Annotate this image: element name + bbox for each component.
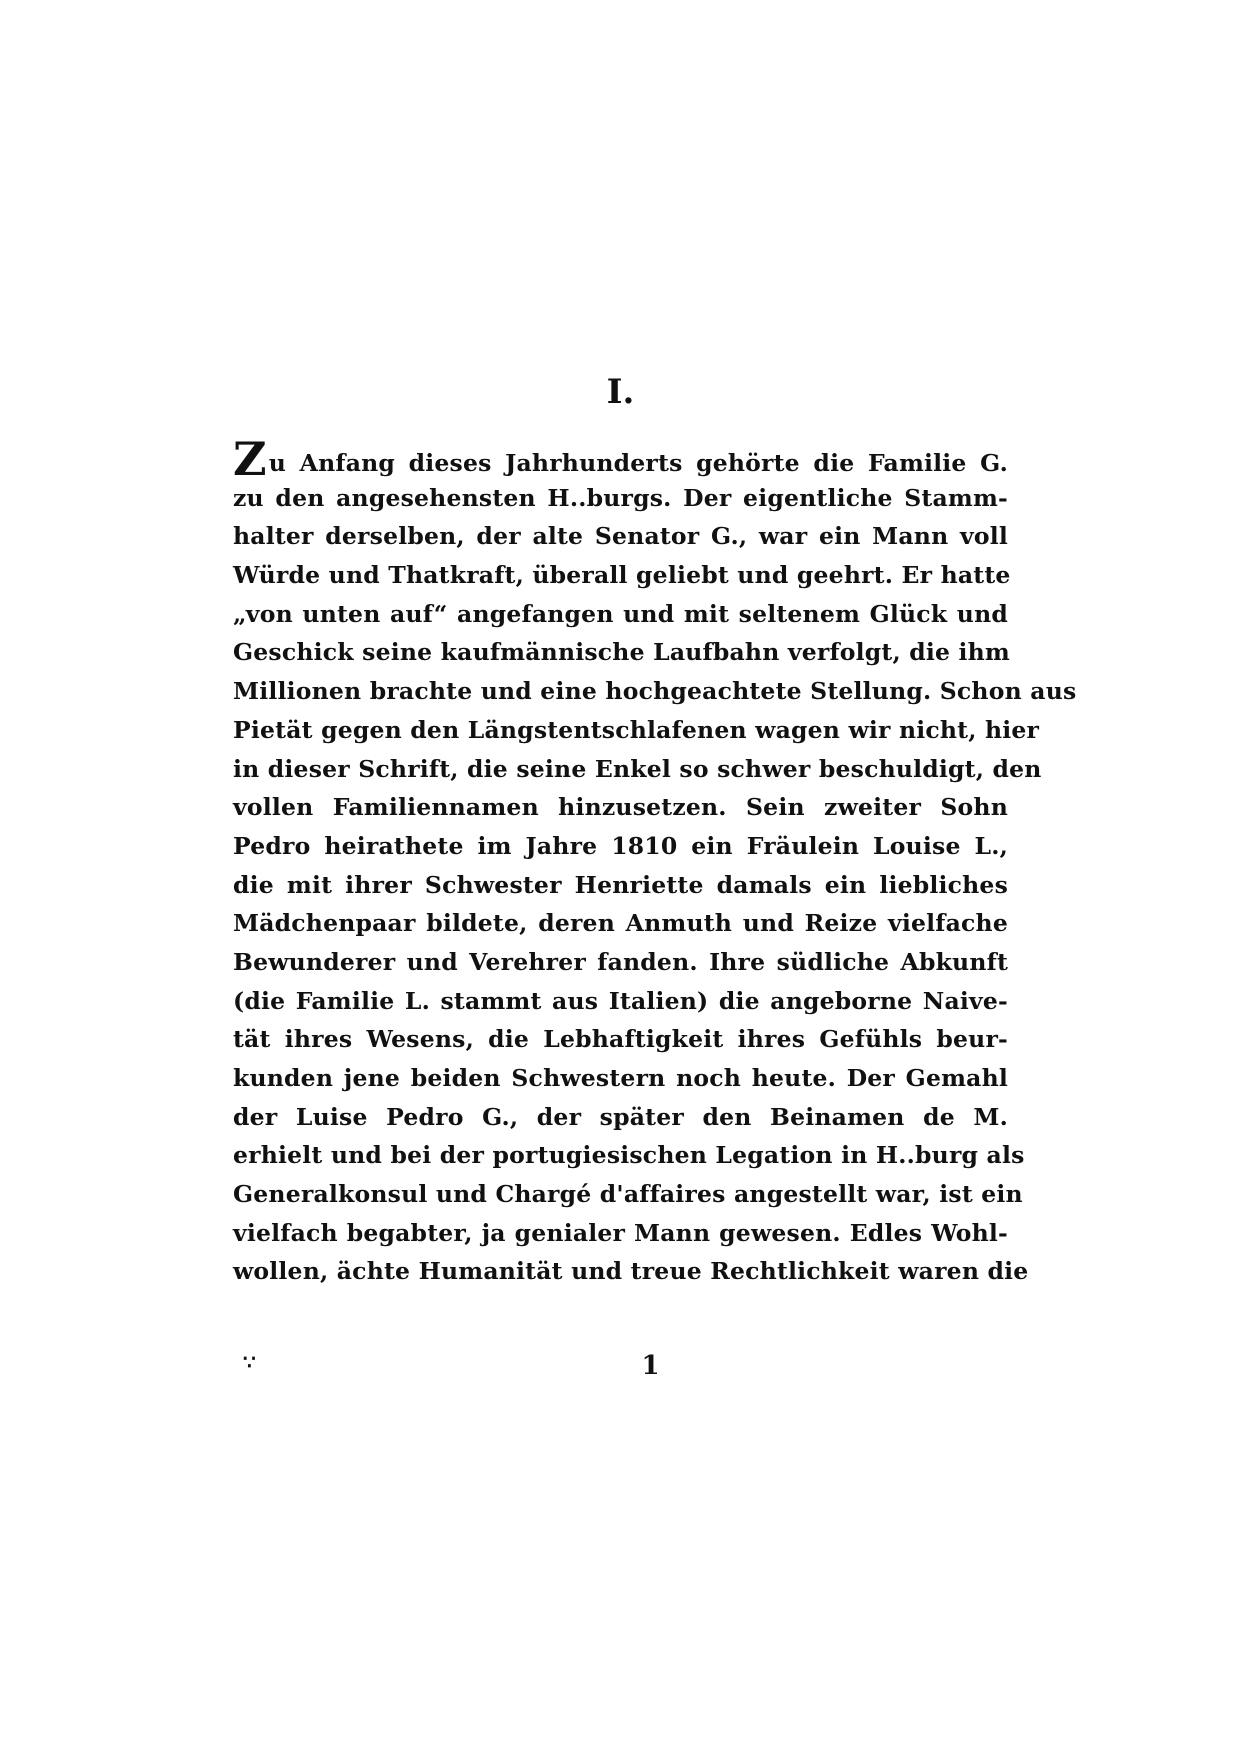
text-line-7: Millionen brachte und eine hochgeachtete Stellung. Schon aus <box>233 677 1077 706</box>
page-footer <box>233 1348 1008 1388</box>
signature-mark: ∵ <box>243 1350 256 1374</box>
text-line-9: in dieser Schrift, die seine Enkel so schwer beschuldigt, den <box>233 754 1042 783</box>
text-line-2: zu den angesehensten H..burgs. Der eigentliche Stamm- <box>233 483 1008 512</box>
chapter-number: I. <box>606 372 635 412</box>
text-line-20: Generalkonsul und Chargé d'affaires angestellt war, ist ein <box>233 1180 1023 1209</box>
text-line-1-rest: u Anfang dieses Jahrhunderts gehörte die Familie G. <box>268 449 1008 477</box>
text-line-18: der Luise Pedro G., der später den Beinamen de M. <box>233 1102 1008 1131</box>
chapter-text <box>233 432 1077 1291</box>
text-line-1 <box>233 432 1008 486</box>
text-line-13: Mädchenpaar bildete, deren Anmuth und Reize vielfache <box>233 909 1008 938</box>
text-line-6: Geschick seine kaufmännische Laufbahn verfolgt, die ihm <box>233 638 1010 667</box>
text-line-3: halter derselben, der alte Senator G., war ein Mann voll <box>233 522 1008 551</box>
text-line-16: tät ihres Wesens, die Lebhaftigkeit ihres Gefühls beur- <box>233 1025 1008 1054</box>
text-line-14: Bewunderer und Verehrer fanden. Ihre südliche Abkunft <box>233 947 1008 976</box>
text-line-11: Pedro heirathete im Jahre 1810 ein Fräulein Louise L., <box>233 831 1008 860</box>
text-line-10: vollen Familiennamen hinzusetzen. Sein zweiter Sohn <box>233 793 1008 822</box>
text-line-12: die mit ihrer Schwester Henriette damals ein liebliches <box>233 870 1008 899</box>
text-line-17: kunden jene beiden Schwestern noch heute. Der Gemahl <box>233 1064 1008 1092</box>
drop-initial: Z <box>233 432 267 486</box>
text-line-4: Würde und Thatkraft, überall geliebt und geehrt. Er hatte <box>233 561 1011 590</box>
text-line-5: „von unten auf“ angefangen und mit seltenem Glück und <box>233 599 1008 628</box>
text-line-19: erhielt und bei der portugiesischen Legation in H..burg als <box>233 1141 1025 1170</box>
text-line-21: vielfach begabter, ja genialer Mann gewesen. Edles Wohl- <box>233 1218 1008 1247</box>
text-line-8: Pietät gegen den Längstentschlafenen wagen wir nicht, hier <box>233 715 1040 744</box>
text-line-22: wollen, ächte Humanität und treue Rechtlichkeit waren die <box>233 1257 1029 1286</box>
page-number: 1 <box>641 1351 660 1381</box>
text-line-15: (die Familie L. stammt aus Italien) die angeborne Naive- <box>233 986 1008 1015</box>
